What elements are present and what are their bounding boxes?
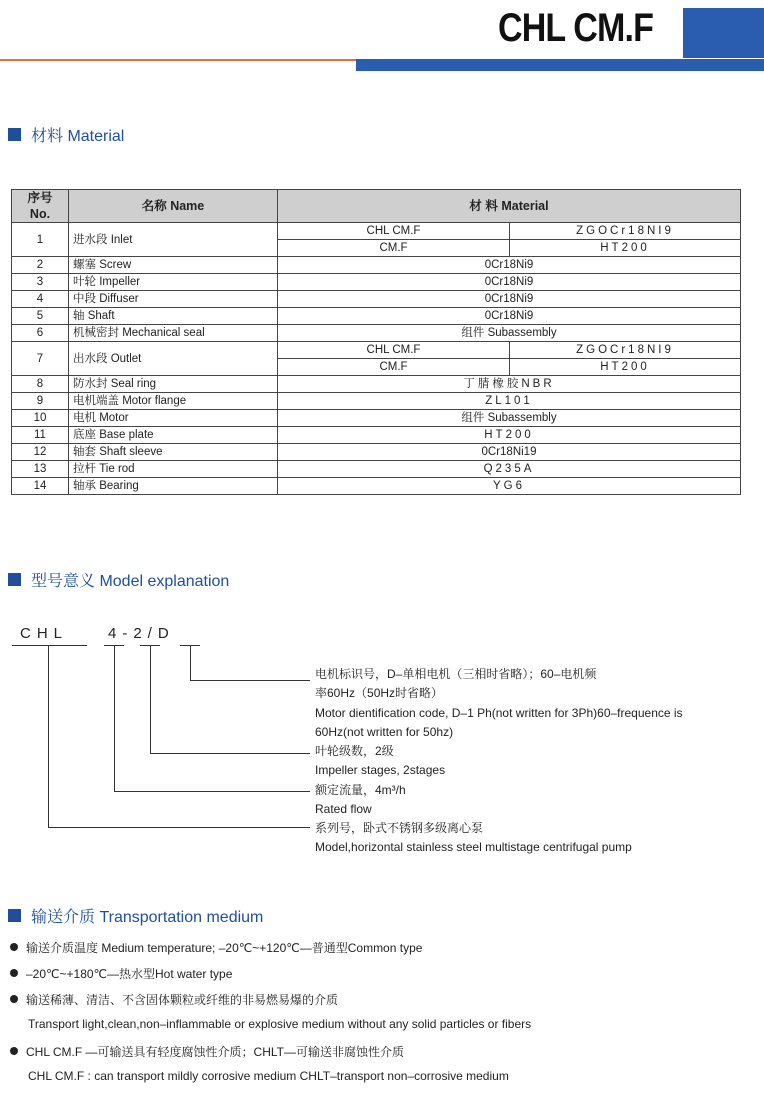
bullet-dot-icon bbox=[10, 1047, 18, 1055]
row-name: 电机端盖 Motor flange bbox=[69, 393, 278, 410]
table-row bbox=[12, 308, 741, 325]
row-name: 进水段 Inlet bbox=[69, 223, 278, 257]
expl-line: 电机标识号，D–单相电机（三相时省略）；60–电机频 bbox=[315, 667, 597, 681]
row-no: 8 bbox=[12, 376, 69, 393]
row-model: CM.F bbox=[278, 359, 510, 376]
medium-bullet bbox=[10, 1043, 404, 1060]
leader-line bbox=[150, 645, 151, 753]
leader-line bbox=[48, 645, 49, 827]
table-row bbox=[12, 257, 741, 274]
medium-heading-text: 输送介质 Transportation medium bbox=[31, 909, 264, 926]
medium-bullet bbox=[10, 939, 422, 956]
leader-line bbox=[114, 791, 310, 792]
row-no: 2 bbox=[12, 257, 69, 274]
col-material-header: 材 料 Material bbox=[278, 190, 741, 223]
code-underline bbox=[12, 645, 87, 646]
expl-line: 额定流量，4m³/h bbox=[315, 783, 406, 797]
row-name: 电机 Motor bbox=[69, 410, 278, 427]
model-code-series: CHL bbox=[20, 625, 69, 642]
bullet-text: 输送介质温度 Medium temperature; –20℃~+120℃—普通型Common type bbox=[26, 941, 423, 955]
row-no: 3 bbox=[12, 274, 69, 291]
row-material: 组件 Subassembly bbox=[278, 325, 741, 342]
row-no: 14 bbox=[12, 478, 69, 495]
material-table-header bbox=[12, 190, 741, 223]
table-row bbox=[12, 410, 741, 427]
row-material: Q235A bbox=[278, 461, 741, 478]
row-no: 4 bbox=[12, 291, 69, 308]
expl-line: 叶轮级数，2级 bbox=[315, 744, 394, 758]
table-row bbox=[12, 393, 741, 410]
bullet-dot-icon bbox=[10, 969, 18, 977]
row-material: 0Cr18Ni9 bbox=[278, 308, 741, 325]
row-name: 机械密封 Mechanical seal bbox=[69, 325, 278, 342]
table-row bbox=[12, 427, 741, 444]
material-heading bbox=[8, 123, 124, 146]
table-row bbox=[12, 376, 741, 393]
row-material: HT200 bbox=[510, 240, 741, 257]
row-material: 0Cr18Ni9 bbox=[278, 291, 741, 308]
table-row bbox=[12, 291, 741, 308]
row-material: HT200 bbox=[278, 427, 741, 444]
row-name: 叶轮 Impeller bbox=[69, 274, 278, 291]
row-material: ZGOCr18NI9 bbox=[510, 223, 741, 240]
leader-line bbox=[48, 827, 310, 828]
medium-heading bbox=[8, 904, 263, 927]
expl-line: Impeller stages, 2stages bbox=[315, 763, 446, 777]
row-material: ZL101 bbox=[278, 393, 741, 410]
row-name: 螺塞 Screw bbox=[69, 257, 278, 274]
table-row bbox=[12, 274, 741, 291]
bullet-dot-icon bbox=[10, 943, 18, 951]
table-row bbox=[12, 478, 741, 495]
expl-line: 率60Hz（50Hz时省略） bbox=[315, 686, 444, 700]
row-name: 轴 Shaft bbox=[69, 308, 278, 325]
row-name: 拉杆 Tie rod bbox=[69, 461, 278, 478]
medium-bullet bbox=[10, 991, 338, 1008]
row-model: CHL CM.F bbox=[278, 342, 510, 359]
col-name-header: 名称 Name bbox=[69, 190, 278, 223]
bullet-subtext: CHL CM.F : can transport mildly corrosive medium CHLT–transport non–corrosive medium bbox=[28, 1069, 509, 1083]
page-title: CHL CM.F bbox=[498, 6, 654, 50]
header-rule-orange bbox=[0, 59, 356, 61]
row-material: 组件 Subassembly bbox=[278, 410, 741, 427]
row-name: 防水封 Seal ring bbox=[69, 376, 278, 393]
row-name: 出水段 Outlet bbox=[69, 342, 278, 376]
leader-line bbox=[190, 645, 191, 680]
row-no: 9 bbox=[12, 393, 69, 410]
row-no: 10 bbox=[12, 410, 69, 427]
row-no: 12 bbox=[12, 444, 69, 461]
row-model: CM.F bbox=[278, 240, 510, 257]
row-no: 6 bbox=[12, 325, 69, 342]
heading-square-icon bbox=[8, 128, 21, 141]
row-no: 1 bbox=[12, 223, 69, 257]
expl-line: 60Hz(not written for 50hz) bbox=[315, 725, 454, 739]
row-no: 7 bbox=[12, 342, 69, 376]
leader-line bbox=[114, 645, 115, 791]
model-heading-text: 型号意义 Model explanation bbox=[31, 573, 230, 590]
bullet-text: 输送稀薄、清洁、不含固体颗粒或纤维的非易燃易爆的介质 bbox=[26, 993, 339, 1007]
heading-square-icon bbox=[8, 909, 21, 922]
material-heading-text: 材料 Material bbox=[31, 128, 125, 145]
table-row bbox=[12, 461, 741, 478]
bullet-subtext: Transport light,clean,non–inflammable or explosive medium without any solid particles or fibers bbox=[28, 1017, 532, 1031]
row-no: 5 bbox=[12, 308, 69, 325]
expl-line: Rated flow bbox=[315, 802, 372, 816]
table-row bbox=[12, 223, 741, 240]
row-no: 13 bbox=[12, 461, 69, 478]
row-material: 丁腈橡胶NBR bbox=[278, 376, 741, 393]
row-name: 轴承 Bearing bbox=[69, 478, 278, 495]
row-name: 中段 Diffuser bbox=[69, 291, 278, 308]
header-accent-block bbox=[683, 8, 764, 58]
row-material: 0Cr18Ni9 bbox=[278, 257, 741, 274]
header-rule-blue bbox=[356, 59, 764, 71]
model-code-suffix: 4-2/D bbox=[108, 625, 175, 642]
row-material: 0Cr18Ni9 bbox=[278, 274, 741, 291]
medium-bullet bbox=[10, 965, 232, 982]
expl-line: Model,horizontal stainless steel multistage centrifugal pump bbox=[315, 840, 632, 854]
bullet-dot-icon bbox=[10, 995, 18, 1003]
row-model: CHL CM.F bbox=[278, 223, 510, 240]
bullet-text: CHL CM.F —可输送具有轻度腐蚀性介质；CHLT—可输送非腐蚀性介质 bbox=[26, 1045, 405, 1059]
leader-line bbox=[190, 680, 310, 681]
col-no-header: 序号 No. bbox=[12, 190, 69, 223]
expl-line: 系列号，卧式不锈钢多级离心泵 bbox=[315, 821, 484, 835]
row-material: 0Cr18Ni19 bbox=[278, 444, 741, 461]
leader-line bbox=[150, 753, 310, 754]
heading-square-icon bbox=[8, 573, 21, 586]
material-table bbox=[11, 189, 741, 495]
row-no: 11 bbox=[12, 427, 69, 444]
row-name: 轴套 Shaft sleeve bbox=[69, 444, 278, 461]
row-material: HT200 bbox=[510, 359, 741, 376]
table-row bbox=[12, 444, 741, 461]
expl-line: Motor dientification code, D–1 Ph(not written for 3Ph)60–frequence is bbox=[315, 706, 683, 720]
table-row bbox=[12, 325, 741, 342]
row-material: YG6 bbox=[278, 478, 741, 495]
row-material: ZGOCr18NI9 bbox=[510, 342, 741, 359]
model-heading bbox=[8, 568, 229, 591]
table-row bbox=[12, 342, 741, 359]
row-name: 底座 Base plate bbox=[69, 427, 278, 444]
bullet-text: –20℃~+180℃—热水型Hot water type bbox=[26, 967, 233, 981]
